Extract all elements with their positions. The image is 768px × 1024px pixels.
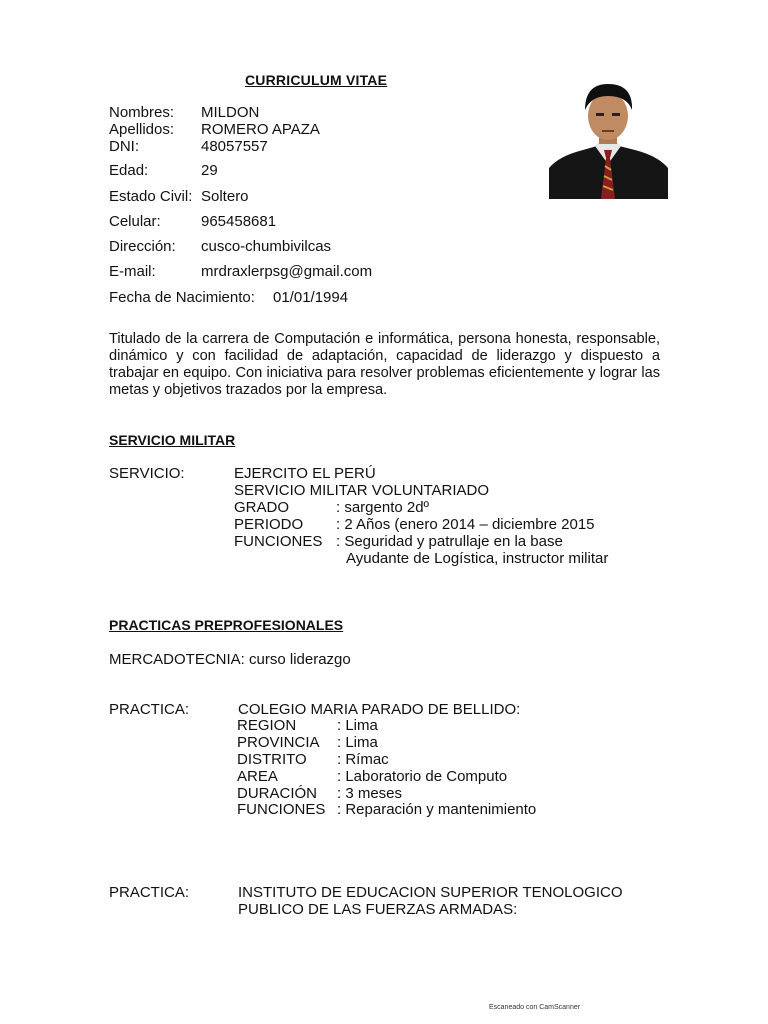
- funciones-value-2: Ayudante de Logística, instructor militar: [346, 550, 609, 567]
- edad-value: 29: [201, 162, 218, 179]
- nombres-value: MILDON: [201, 104, 260, 121]
- profile-photo: [549, 80, 668, 199]
- apellidos-value: ROMERO APAZA: [201, 121, 320, 138]
- edad-label: Edad:: [109, 162, 149, 179]
- direccion-label: Dirección:: [109, 238, 176, 255]
- mercadotecnia-line: MERCADOTECNIA: curso liderazgo: [109, 651, 351, 668]
- practica1-row-value: : Laboratorio de Computo: [337, 768, 508, 785]
- practica1-row-value: : Rímac: [337, 751, 389, 768]
- practicas-heading: PRACTICAS PREPROFESIONALES: [109, 617, 344, 633]
- celular-label: Celular:: [109, 213, 161, 230]
- celular-value: 965458681: [201, 213, 277, 230]
- email-label: E-mail:: [109, 263, 156, 280]
- page-title: CURRICULUM VITAE: [245, 72, 388, 88]
- email-value: mrdraxlerpsg@gmail.com: [201, 263, 373, 280]
- periodo-label: PERIODO: [234, 516, 304, 533]
- nacimiento-value: 01/01/1994: [273, 289, 349, 306]
- practica2-name-line2: PUBLICO DE LAS FUERZAS ARMADAS:: [238, 901, 518, 918]
- periodo-value: : 2 Años (enero 2014 – diciembre 2015: [336, 516, 595, 533]
- profile-paragraph: Titulado de la carrera de Computación e informática, persona honesta, responsable, dinámico y con facilidad de adaptación, capacidad de liderazgo y dispuesto a trabajar en equipo. Con iniciativa para resolver problemas eficientemente y lograr las metas y objetivos trazados por la empresa.: [109, 331, 660, 398]
- military-heading: SERVICIO MILITAR: [109, 432, 236, 448]
- practica1-row-value: : 3 meses: [337, 785, 403, 802]
- practica1-row-key: DISTRITO: [237, 751, 307, 768]
- dni-label: DNI:: [109, 138, 139, 155]
- estado-civil-label: Estado Civil:: [109, 188, 193, 205]
- apellidos-label: Apellidos:: [109, 121, 175, 138]
- dni-value: 48057557: [201, 138, 268, 155]
- grado-label: GRADO: [234, 499, 290, 516]
- nombres-label: Nombres:: [109, 104, 175, 121]
- practica2-label: PRACTICA:: [109, 884, 190, 901]
- person-portrait-icon: [549, 80, 668, 199]
- military-label: SERVICIO:: [109, 465, 185, 482]
- practica1-label: PRACTICA:: [109, 701, 190, 718]
- funciones-value-1: : Seguridad y patrullaje en la base: [336, 533, 563, 550]
- military-line1: EJERCITO EL PERÚ: [234, 465, 376, 482]
- practica1-row-key: PROVINCIA: [237, 734, 320, 751]
- practica1-row-value: : Lima: [337, 717, 378, 734]
- practica1-row-value: : Lima: [337, 734, 378, 751]
- estado-civil-value: Soltero: [201, 188, 249, 205]
- practica2-name-line1: INSTITUTO DE EDUCACION SUPERIOR TENOLOGICO: [238, 884, 623, 901]
- military-line2: SERVICIO MILITAR VOLUNTARIADO: [234, 482, 490, 499]
- direccion-value: cusco-chumbivilcas: [201, 238, 332, 255]
- nacimiento-label: Fecha de Nacimiento:: [109, 289, 255, 306]
- practica1-row-key: AREA: [237, 768, 278, 785]
- scanner-watermark: Escaneado con CamScanner: [489, 1004, 581, 1011]
- practica1-name: COLEGIO MARIA PARADO DE BELLIDO:: [238, 701, 521, 718]
- practica1-row-value: : Reparación y mantenimiento: [337, 801, 537, 818]
- practica1-row-key: DURACIÓN: [237, 785, 318, 802]
- practica1-row-key: FUNCIONES: [237, 801, 326, 818]
- grado-value: : sargento 2dº: [336, 499, 430, 516]
- funciones-label: FUNCIONES: [234, 533, 323, 550]
- practica1-row-key: REGION: [237, 717, 297, 734]
